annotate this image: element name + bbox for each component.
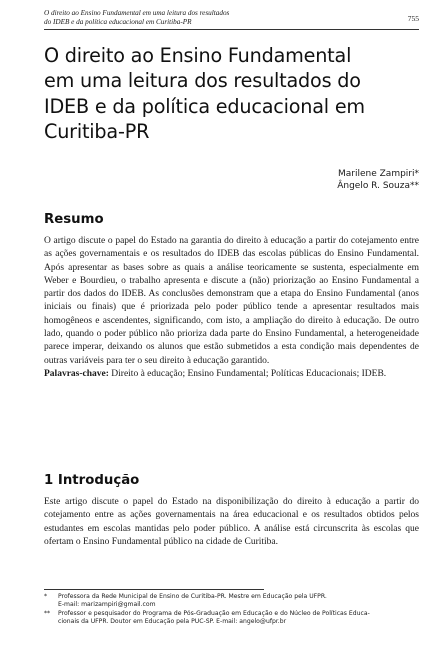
- footnote-rule: [44, 589, 264, 590]
- keywords: Direito à educação; Ensino Fundamental; Políticas Educacionais; IDEB.: [111, 368, 387, 379]
- running-header: [44, 9, 419, 26]
- intro-body: Este artigo discute o papel do Estado na disponibilização do direito à educação a partir do cotejamento entre as ações governamentais na área educacional e os resultados obtidos pelos estudantes em escolas mantidas pelo poder público. A análise está circunscrita às escolas que ofertam o Ensino Fundamental público na cidade de Curitiba.: [44, 497, 419, 547]
- footnote-text: [58, 593, 424, 610]
- footnote-mark: *: [44, 593, 48, 600]
- running-title-line: do IDEB e da política educacional em Curitiba-PR: [44, 17, 192, 26]
- page-number: 755: [407, 14, 419, 23]
- article-title: [44, 43, 424, 144]
- author-list: [337, 168, 419, 192]
- footnote-line: Professora da Rede Municipal de Ensino de Curitiba-PR. Mestre em Educação pela UFPR.: [58, 593, 327, 600]
- running-title: [44, 9, 304, 26]
- footnotes: [44, 593, 424, 627]
- intro-heading: 1 Introdução: [44, 473, 140, 488]
- title-line: Curitiba-PR: [44, 119, 150, 143]
- title-line: O direito ao Ensino Fundamental: [44, 44, 352, 67]
- footnote-line: Professor e pesquisador do Programa de Pós-Graduação em Educação e do Núcleo de Políticas Educa-: [58, 609, 370, 617]
- footnote-mark: **: [44, 609, 51, 617]
- abstract-text: O artigo discute o papel do Estado na garantia do direito à educação a partir do cotejamento entre as ações governamentais e os resultados do IDEB das escolas públicas do Ensino Fundamental. Após apresentar as bases sobre as quais a análise teoricamente se sustenta, especialmente em Weber e Bourdieu, o trabalho apresenta e discute a (não) priorização ao Ensino Fundamental a partir dos dados do IDEB. As conclusões demonstram que a etapa do Ensino Fundamental (anos iniciais ou finais) que é priorizada pelo poder público tende a apresentar resultados mais homogêneos e ascendentes, significando, com isto, a ampliação do direito à educação. De outro lado, quando o poder público não prioriza dada parte do Ensino Fundamental, a heterogeneidade parece imperar, deixando os alunos que estão submetidos a esta condição mais dependentes de outras variáveis para ter o seu direito à educação garantido.: [44, 236, 419, 366]
- footnote-text: [58, 610, 424, 627]
- abstract-heading: Resumo: [44, 212, 104, 227]
- footnote-line: cionais da UFPR. Doutor em Educação pela PUC-SP. E-mail: angelo@ufpr.br: [58, 618, 287, 626]
- keywords-label: Palavras-chave:: [44, 368, 109, 379]
- author: Ângelo R. Souza**: [337, 181, 419, 192]
- title-line: IDEB e da política educacional em: [44, 94, 365, 118]
- author: Marilene Zampiri*: [338, 169, 419, 179]
- header-rule: [44, 29, 419, 30]
- footnote-line: E-mail: marizampiri@gmail.com: [58, 601, 156, 609]
- running-title-line: O direito ao Ensino Fundamental em uma leitura dos resultados: [44, 9, 230, 17]
- footnote: [44, 610, 424, 627]
- title-line: em uma leitura dos resultados do: [44, 69, 361, 93]
- footnote: [44, 593, 424, 610]
- abstract-body: [44, 235, 419, 381]
